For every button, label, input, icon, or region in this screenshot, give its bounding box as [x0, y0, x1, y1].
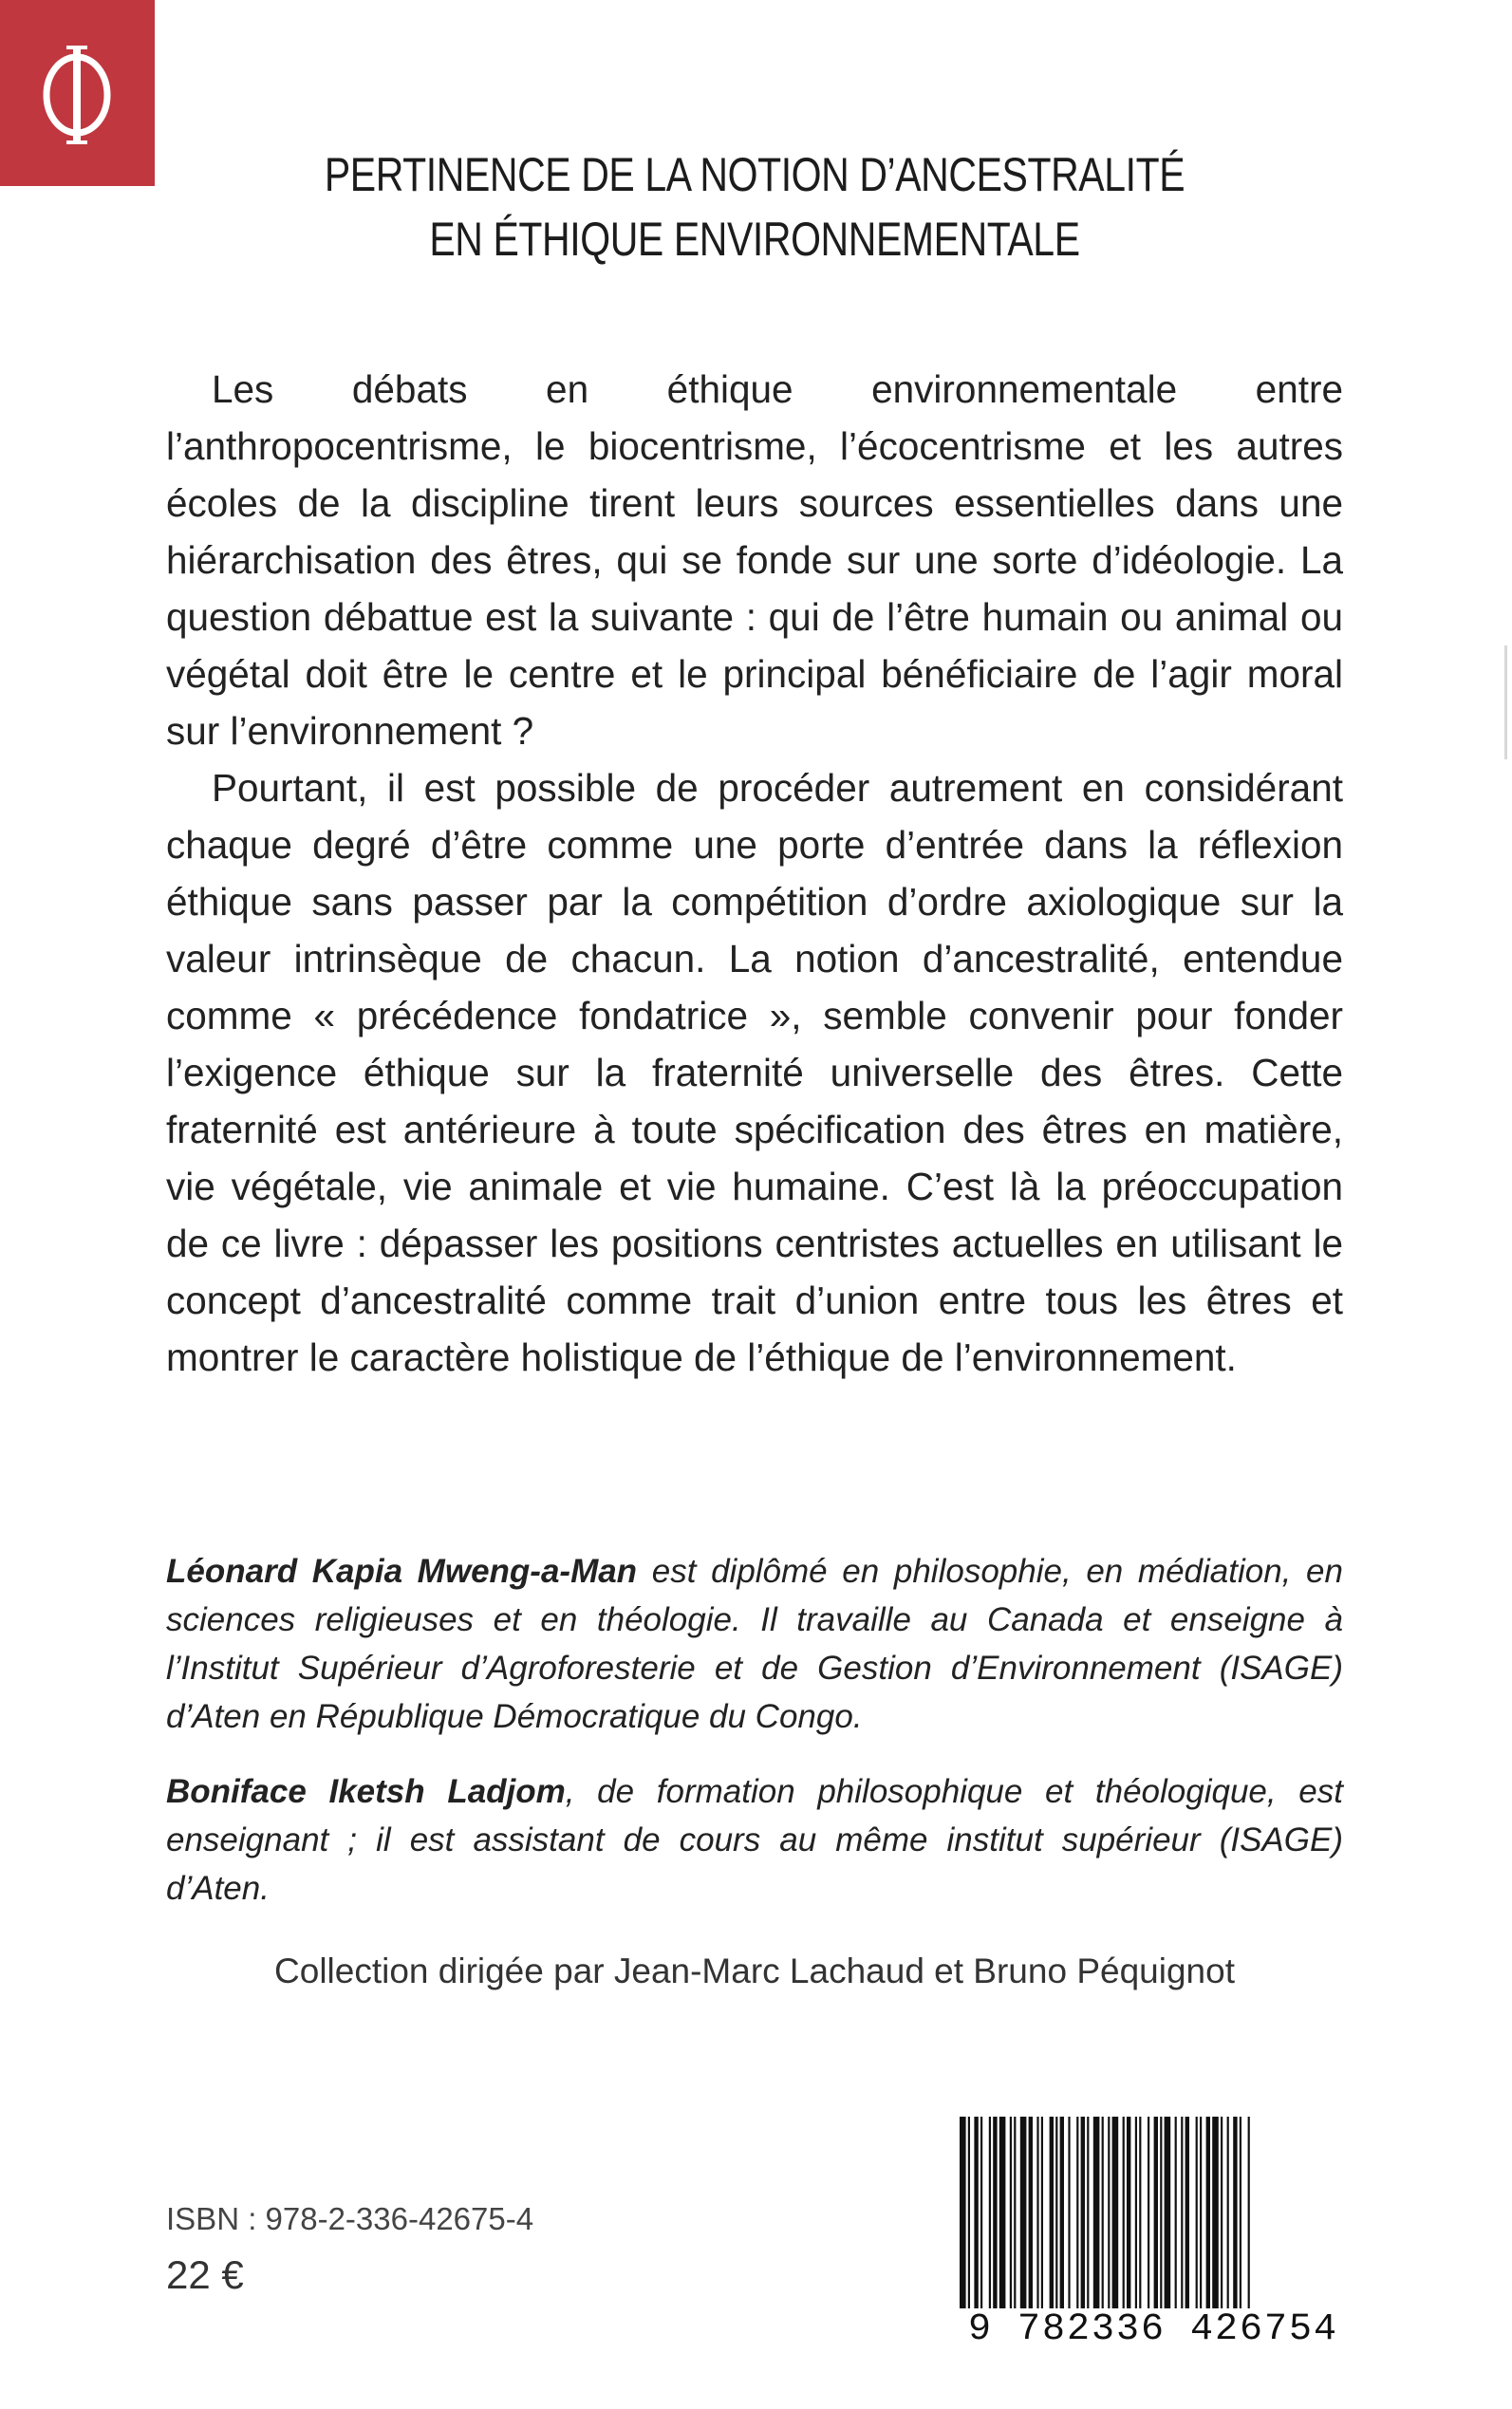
barcode-bar: [1181, 2117, 1183, 2311]
spine-edge: [1504, 645, 1507, 759]
isbn: ISBN : 978-2-336-42675-4: [166, 2201, 534, 2236]
barcode-bar: [1185, 2117, 1189, 2311]
barcode-bar: [999, 2117, 1006, 2311]
barcode-bar: [1060, 2117, 1064, 2311]
barcode-bar: [1076, 2117, 1078, 2311]
publisher-logo: [0, 0, 155, 186]
barcode-bar: [1165, 2117, 1171, 2311]
barcode-bar: [1175, 2117, 1177, 2311]
barcode-bar: [1087, 2117, 1089, 2311]
author-bio-2: [166, 1767, 1343, 1913]
author-name-2: Boniface Iketsh Ladjom: [166, 1773, 566, 1810]
author-bio-text-2: , de formation philosophique et théologique, est enseignant ; il est assistant de cours au même institut supérieur (ISAGE) d’Aten.: [166, 1773, 1343, 1907]
barcode-bar: [1221, 2117, 1223, 2311]
barcode-bar: [1206, 2117, 1210, 2311]
author-bios: [166, 1547, 1343, 1939]
barcode-bar: [993, 2117, 997, 2311]
barcode-bar: [1135, 2117, 1137, 2311]
barcode-bar: [1212, 2117, 1219, 2311]
barcode-bar: [960, 2117, 966, 2311]
barcode-bar: [1160, 2117, 1162, 2311]
barcode-bar: [1014, 2117, 1016, 2311]
barcode-bar: [980, 2117, 982, 2311]
barcode-bar: [1029, 2117, 1033, 2311]
barcode-bar: [1248, 2117, 1250, 2311]
barcode-bar: [1139, 2117, 1141, 2311]
barcode-bar: [1108, 2117, 1110, 2311]
barcode-bar: [1055, 2117, 1057, 2311]
barcode-bar: [1233, 2117, 1237, 2311]
barcode-bar: [1112, 2117, 1119, 2311]
barcode-bar: [989, 2117, 991, 2311]
summary-paragraph-1: Les débats en éthique environnementale entre l’anthropocentrisme, le biocentrisme, l’écocentrisme et les autres écoles de la discipline tirent leurs sources essentielles dans une hiérarchisation des êtres, qui se fonde sur une sorte d’idéologie. La question débattue est la suivante : qui de l’être humain ou animal ou végétal doit être le centre et le principal bénéficiaire de l’agir moral sur l’environnement ?: [166, 367, 1343, 753]
barcode-bar: [1154, 2117, 1158, 2311]
back-cover-summary: [166, 361, 1343, 1386]
title-line-1: PERTINENCE DE LA NOTION D’ANCESTRALITÉ: [324, 148, 1185, 201]
barcode-bar: [1196, 2117, 1198, 2311]
barcode-bar: [1123, 2117, 1125, 2311]
barcode-bar: [1240, 2117, 1241, 2311]
barcode-bar: [968, 2117, 970, 2311]
barcode-bar: [1093, 2117, 1100, 2311]
phi-icon: [0, 0, 155, 186]
barcode-bar: [1036, 2117, 1038, 2311]
barcode-bar: [1081, 2117, 1085, 2311]
barcode-bar: [1127, 2117, 1130, 2311]
barcode-bar: [1010, 2117, 1012, 2311]
barcode-bar: [1041, 2117, 1043, 2311]
barcode-bar: [974, 2117, 978, 2311]
barcode-bar: [1020, 2117, 1027, 2311]
barcode-bar: [1068, 2117, 1070, 2311]
book-title: [152, 142, 1357, 271]
author-bio-1: [166, 1547, 1343, 1741]
barcode-number: 9 782336 426754: [954, 2308, 1353, 2352]
summary-paragraph-2: Pourtant, il est possible de procéder autrement en considérant chaque degré d’être comme une porte d’entrée dans la réflexion éthique sans passer par la compétition d’ordre axiologique sur la valeur intrinsèque de chacun. La notion d’ancestralité, entendue comme « précédence fondatrice », semble convenir pour fonder l’exigence éthique sur la fraternité universelle des êtres. Cette fraternité est antérieure à toute spécification des êtres en matière, vie végétale, vie animale et vie humaine. C’est là la préoccupation de ce livre : dépasser les positions centristes actuelles en utilisant le concept d’ancestralité comme trait d’union entre tous les êtres et montrer le caractère holistique de l’éthique de l’environnement.: [166, 766, 1343, 1379]
barcode-bar: [1200, 2117, 1202, 2311]
author-bio-text-1: est diplômé en philosophie, en médiation, en sciences religieuses et en théologie. Il travaille au Canada et enseigne à l’Institut Supérieur d’Agroforesterie et de Gestion d’Environnement (ISAGE) d’Aten en République Démocratique du Congo.: [166, 1553, 1343, 1735]
barcode-bar: [1102, 2117, 1104, 2311]
barcode-bar: [1227, 2117, 1229, 2311]
title-line-2: EN ÉTHIQUE ENVIRONNEMENTALE: [429, 213, 1080, 266]
price: 22 €: [166, 2252, 244, 2297]
barcode-bar: [1050, 2117, 1054, 2311]
collection-credit: Collection dirigée par Jean-Marc Lachaud et Bruno Péquignot: [274, 1951, 1235, 1990]
barcode-bar: [1148, 2117, 1149, 2311]
author-name-1: Léonard Kapia Mweng-a-Man: [166, 1553, 638, 1590]
